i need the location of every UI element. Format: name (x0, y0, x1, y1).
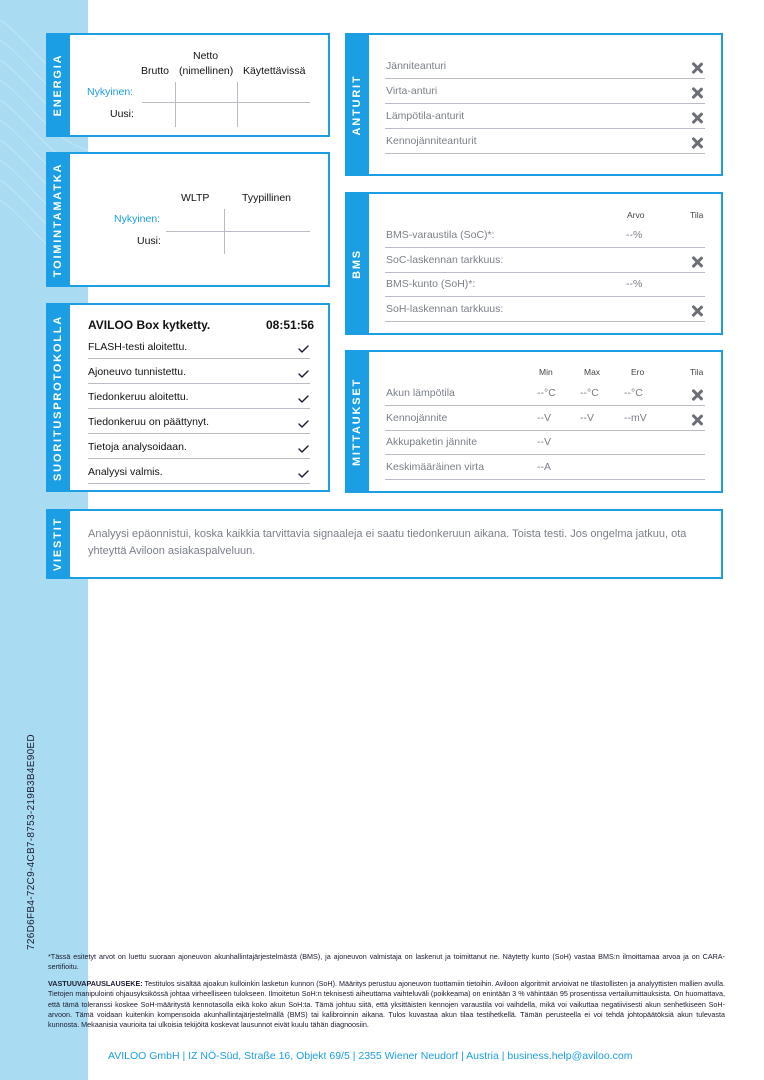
protocol-title: AVILOO Box kytketty. (88, 318, 211, 332)
row-divider (88, 483, 310, 484)
measurement-max: --°C (580, 387, 599, 399)
row-divider (385, 128, 705, 129)
energia-tab: ENERGIA (46, 33, 70, 137)
measurement-ero: --mV (624, 411, 647, 424)
header-netto-line1: Netto (193, 50, 219, 62)
row-divider (385, 153, 705, 154)
protocol-time: 08:51:56 (266, 318, 315, 332)
bms-header-tila: Tila (690, 210, 704, 220)
sensor-label: Kennojänniteanturit (386, 135, 477, 147)
measurement-min: --V (537, 436, 551, 448)
mittaukset-header-tila: Tila (690, 367, 704, 377)
cross-icon (691, 305, 703, 317)
row-divider (385, 405, 705, 406)
header-kaytettavissa: Käytettävissä (243, 65, 306, 77)
bms-row-value: --% (626, 278, 643, 290)
bms-row-label: BMS-varaustila (SoC)*: (386, 229, 495, 241)
disclaimer-heading: VASTUUVAPAUSLAUSEKE: (48, 979, 143, 988)
bms-tab: BMS (345, 192, 369, 335)
measurement-min: --°C (537, 387, 556, 399)
protocol-step-label: FLASH-testi aloitettu. (88, 341, 188, 353)
row-divider (385, 454, 705, 455)
protocol-step-label: Tiedonkeruu aloitettu. (88, 391, 189, 403)
check-icon (298, 370, 309, 378)
anturit-panel (345, 33, 723, 176)
bms-header-arvo: Arvo (627, 210, 645, 220)
check-icon (298, 345, 309, 353)
protocol-step-label: Analyysi valmis. (88, 466, 163, 478)
row-divider (385, 103, 705, 104)
measurement-label: Kennojännite (386, 411, 448, 424)
suoritusprotokolla-panel (46, 303, 330, 492)
row-divider (385, 321, 705, 322)
anturit-tab: ANTURIT (345, 33, 369, 176)
header-brutto: Brutto (141, 65, 170, 77)
footnote: *Tässä esitetyt arvot on luettu suoraan ajoneuvon akunhallintajärjestelmästä (BMS), ja ajoneuvon valmistaja on laskenut ja toimittanut ne. Näytetty kunto (SoH) vastaa BMS:n ilmoittamaa arvoa ja on CARA-sertifioitu. (48, 952, 725, 972)
protocol-step-label: Tietoja analysoidaan. (88, 441, 187, 453)
row-divider (385, 247, 705, 248)
mittaukset-tab: MITTAUKSET (345, 350, 369, 493)
row-divider (385, 272, 705, 273)
energia-new-label: Uusi: (110, 108, 134, 120)
message-text: Analyysi epäonnistui, koska kaikkia tarvittavia signaaleja ei saatu tiedonkeruun aikana. Toista testi. Jos ongelma jatkuu, ota yhteyttä Aviloon asiakaspalveluun. (88, 528, 687, 557)
mittaukset-panel (345, 350, 723, 493)
measurement-ero: --°C (624, 387, 643, 399)
measurement-min: --A (537, 460, 551, 473)
header-netto-line2: (nimellinen) (179, 65, 234, 77)
measurement-label: Akun lämpötila (386, 387, 455, 399)
toimintamatka-new-label: Uusi: (137, 235, 161, 247)
check-icon (298, 395, 309, 403)
energia-panel (46, 33, 330, 137)
row-divider (88, 433, 310, 434)
cross-icon (691, 137, 703, 149)
header-wltp: WLTP (181, 192, 210, 204)
cross-icon (691, 62, 703, 74)
row-divider (88, 358, 310, 359)
cross-icon (691, 414, 703, 426)
bms-row-label: BMS-kunto (SoH)*: (386, 278, 476, 290)
suoritusprotokolla-tab: SUORITUSPROTOKOLLA (46, 303, 70, 492)
mittaukset-header-ero: Ero (631, 367, 645, 377)
check-icon (298, 420, 309, 428)
row-divider (385, 78, 705, 79)
measurement-min: --V (537, 411, 551, 424)
bms-row-value: --% (626, 229, 643, 241)
viestit-panel (46, 509, 723, 579)
measurement-max: --V (580, 411, 594, 424)
toimintamatka-tab: TOIMINTAMATKA (46, 152, 70, 287)
protocol-step-label: Tiedonkeruu on päättynyt. (88, 416, 210, 428)
measurement-label: Akkupaketin jännite (386, 436, 478, 448)
cross-icon (691, 256, 703, 268)
check-icon (298, 445, 309, 453)
disclaimer (48, 979, 725, 1030)
toimintamatka-current-label: Nykyinen: (114, 213, 161, 225)
energia-current-label: Nykyinen: (87, 86, 134, 98)
sensor-label: Jänniteanturi (386, 60, 447, 72)
row-divider (88, 408, 310, 409)
row-divider (385, 479, 705, 480)
cross-icon (691, 389, 703, 401)
cross-icon (691, 87, 703, 99)
row-divider (88, 383, 310, 384)
toimintamatka-panel (46, 152, 330, 287)
sensor-label: Virta-anturi (386, 85, 438, 97)
bms-panel (345, 192, 723, 335)
bms-row-label: SoH-laskennan tarkkuus: (386, 302, 504, 315)
row-divider (385, 430, 705, 431)
check-icon (298, 470, 309, 478)
row-divider (88, 458, 310, 459)
mittaukset-header-min: Min (539, 367, 553, 377)
disclaimer-text: Testitulos sisältää ajoakun kulloinkin lasketun kunnon (SoH). Määritys perustuu ajoneuvon tuottamiin tietoihin. Aviloon algoritmit arvioivat ne tilastollisten ja analyyttisten mallien avulla. Tietojen manipulointi ohjausyksikössä johtaa virheelliseen tulokseen. Ilmoitetun SoH:n teknisesti aiheuttama vaihteluväli (poikkeama) on enintään 3 % vähintään 95 prosentissa vertailumittauksista. On huomattava, että tämä toleranssi koskee SoH-määritystä kennotasolla eikä koko akun SoH:ta. Tämä johtuu siitä, että yksittäisten kennojen varaustila voi vaihdella, mikä voi vaikuttaa negatiivisesti akun senhetkiseen SoH-arvoon. Tämä voidaan kuitenkin kompensoida akunhallintajärjestelmällä (BMS) tai kalibroinnin aikana. Tulos kuvastaa akun tilaa testihetkellä. Tämän perusteella ei voi tehdä johtopäätöksiä akun tulevasta kunnosta. Mekaanisia vaurioita tai ulkoisia tekijöitä koskevat lausunnot eivät kuulu tähän diagnoosiin. (48, 979, 725, 1030)
cross-icon (691, 112, 703, 124)
measurement-label: Keskimääräinen virta (386, 460, 485, 473)
mittaukset-header-max: Max (584, 367, 601, 377)
header-tyypillinen: Tyypillinen (242, 192, 292, 204)
bms-row-label: SoC-laskennan tarkkuus: (386, 253, 504, 266)
footer-contact: AVILOO GmbH | IZ NÖ-Süd, Straße 16, Objekt 69/5 | 2355 Wiener Neudorf | Austria | business.help@aviloo.com (108, 1050, 633, 1062)
protocol-step-label: Ajoneuvo tunnistettu. (88, 366, 187, 378)
row-divider (385, 296, 705, 297)
sensor-label: Lämpötila-anturit (386, 110, 465, 122)
viestit-tab: VIESTIT (46, 509, 70, 579)
